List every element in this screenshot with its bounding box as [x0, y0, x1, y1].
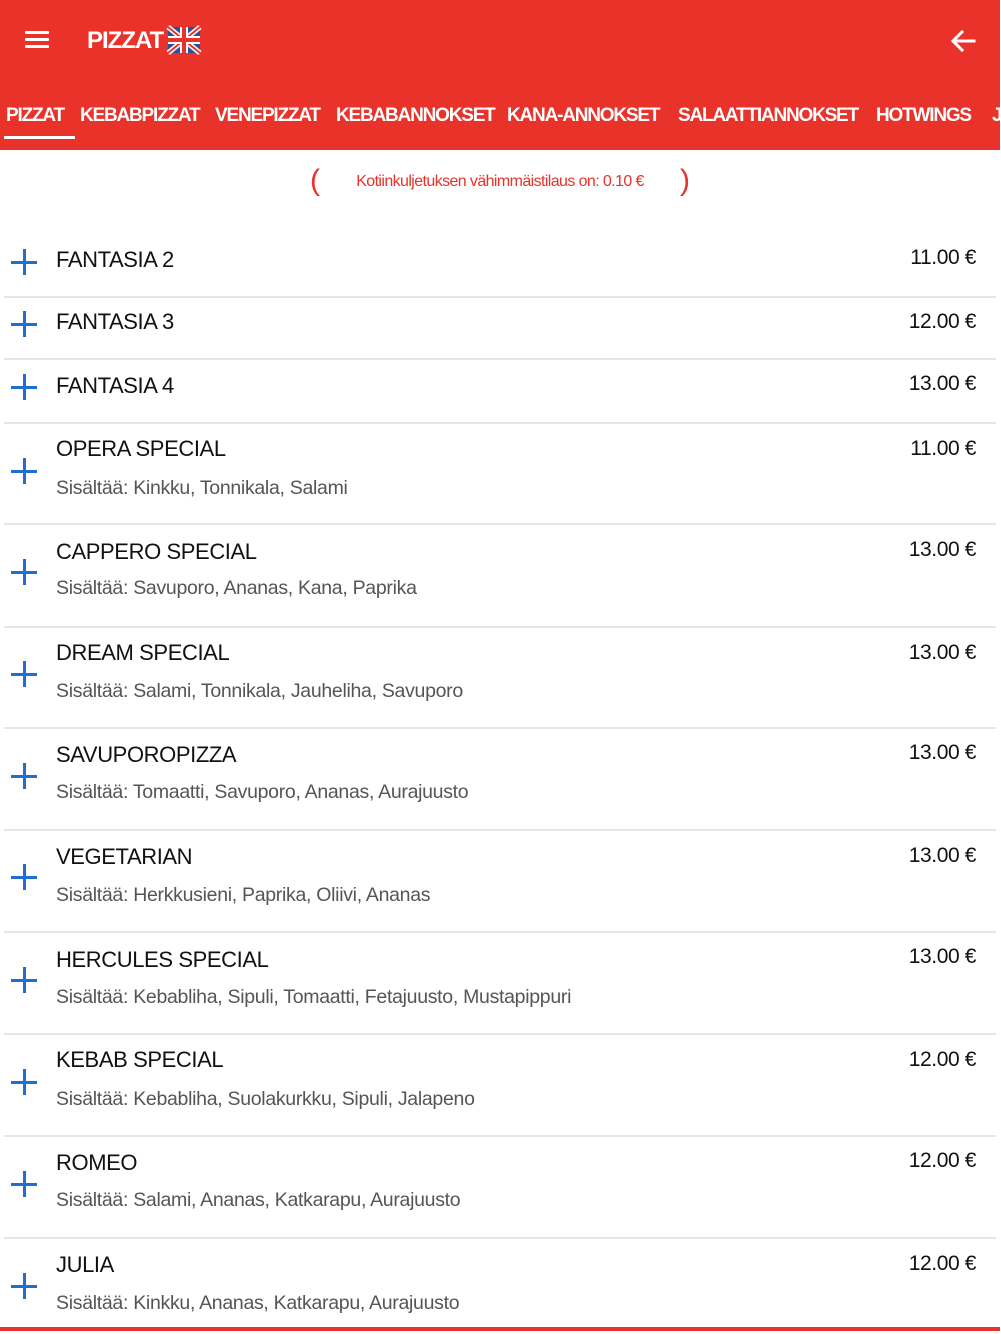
menu-item[interactable]	[4, 1135, 996, 1239]
menu-item[interactable]	[4, 296, 996, 360]
menu-item-description: Sisältää: Kebabliha, Suolakurkku, Sipuli, Jalapeno	[56, 1088, 475, 1110]
menu-item-name: CAPPERO SPECIAL	[56, 539, 257, 564]
tab-hotwings[interactable]: HOTWINGS	[876, 105, 971, 126]
plus-icon[interactable]	[11, 1171, 37, 1197]
page-title: PIZZAT	[87, 27, 164, 54]
menu-item-name: DREAM SPECIAL	[56, 640, 230, 665]
bottom-accent-bar	[0, 1327, 1000, 1331]
tab-partial[interactable]: J	[992, 105, 1001, 126]
menu-item-name: FANTASIA 3	[56, 309, 174, 334]
tab-venepizzat[interactable]: VENEPIZZAT	[215, 105, 320, 126]
menu-item-name: JULIA	[56, 1252, 114, 1277]
menu-item-description: Sisältää: Kebabliha, Sipuli, Tomaatti, Fetajuusto, Mustapippuri	[56, 986, 572, 1008]
tab-salaattiannokset[interactable]: SALAATTIANNOKSET	[678, 105, 858, 126]
menu-item-name: FANTASIA 2	[56, 247, 174, 272]
menu-item[interactable]	[4, 727, 996, 831]
tab-kana-annokset[interactable]: KANA-ANNOKSET	[507, 105, 660, 126]
menu-item-description: Sisältää: Herkkusieni, Paprika, Oliivi, Ananas	[56, 884, 431, 906]
menu-item-name: HERCULES SPECIAL	[56, 947, 269, 972]
menu-item-price: 13.00 €	[908, 945, 976, 968]
plus-icon[interactable]	[11, 458, 37, 484]
tab-pizzat[interactable]: PIZZAT	[6, 105, 64, 126]
menu-item-description: Sisältää: Kinkku, Tonnikala, Salami	[56, 477, 348, 499]
menu-item[interactable]	[4, 523, 996, 628]
menu-item[interactable]	[4, 931, 996, 1035]
plus-icon[interactable]	[11, 374, 37, 400]
menu-item-description: Sisältää: Kinkku, Ananas, Katkarapu, Aurajuusto	[56, 1292, 460, 1314]
menu-item-price: 12.00 €	[908, 1048, 976, 1071]
menu-item-price: 13.00 €	[908, 641, 976, 664]
menu-item[interactable]	[4, 358, 996, 424]
menu-item-description: Sisältää: Savuporo, Ananas, Kana, Paprika	[56, 577, 417, 599]
menu-item-name: VEGETARIAN	[56, 844, 193, 869]
menu-item-description: Sisältää: Salami, Ananas, Katkarapu, Aurajuusto	[56, 1189, 461, 1211]
plus-icon[interactable]	[11, 311, 37, 337]
right-paren: )	[680, 164, 690, 197]
menu-item[interactable]	[4, 626, 996, 729]
menu-item[interactable]	[4, 1033, 996, 1137]
left-paren: (	[310, 164, 320, 197]
plus-icon[interactable]	[11, 967, 37, 993]
plus-icon[interactable]	[11, 249, 37, 275]
menu-item-price: 13.00 €	[908, 844, 976, 867]
plus-icon[interactable]	[11, 864, 37, 890]
menu-item-price: 13.00 €	[908, 741, 976, 764]
plus-icon[interactable]	[11, 559, 37, 585]
menu-item-price: 13.00 €	[908, 372, 976, 395]
menu-item-price: 13.00 €	[908, 538, 976, 561]
plus-icon[interactable]	[11, 763, 37, 789]
menu-item-name: SAVUPOROPIZZA	[56, 742, 237, 767]
menu-item-price: 12.00 €	[908, 310, 976, 333]
menu-item-name: FANTASIA 4	[56, 373, 174, 398]
menu-item-price: 11.00 €	[910, 246, 976, 269]
menu-item-price: 12.00 €	[908, 1252, 976, 1275]
menu-item-description: Sisältää: Salami, Tonnikala, Jauheliha, Savuporo	[56, 680, 463, 702]
menu-item[interactable]	[4, 1237, 996, 1325]
tab-kebabpizzat[interactable]: KEBABPIZZAT	[80, 105, 200, 126]
plus-icon[interactable]	[11, 1273, 37, 1299]
minimum-order-text: Kotiinkuljetuksen vähimmäistilaus on: 0.10 €	[356, 173, 644, 190]
menu-item[interactable]	[4, 422, 996, 525]
menu-item-price: 12.00 €	[908, 1149, 976, 1172]
menu-item-name: OPERA SPECIAL	[56, 436, 226, 461]
tab-kebabannokset[interactable]: KEBABANNOKSET	[336, 105, 495, 126]
menu-item[interactable]	[4, 829, 996, 933]
menu-item-name: ROMEO	[56, 1150, 138, 1175]
plus-icon[interactable]	[11, 661, 37, 687]
menu-item[interactable]	[4, 228, 996, 298]
menu-item-price: 11.00 €	[910, 437, 976, 460]
menu-item-description: Sisältää: Tomaatti, Savuporo, Ananas, Aurajuusto	[56, 781, 469, 803]
menu-item-name: KEBAB SPECIAL	[56, 1047, 224, 1072]
plus-icon[interactable]	[11, 1069, 37, 1095]
